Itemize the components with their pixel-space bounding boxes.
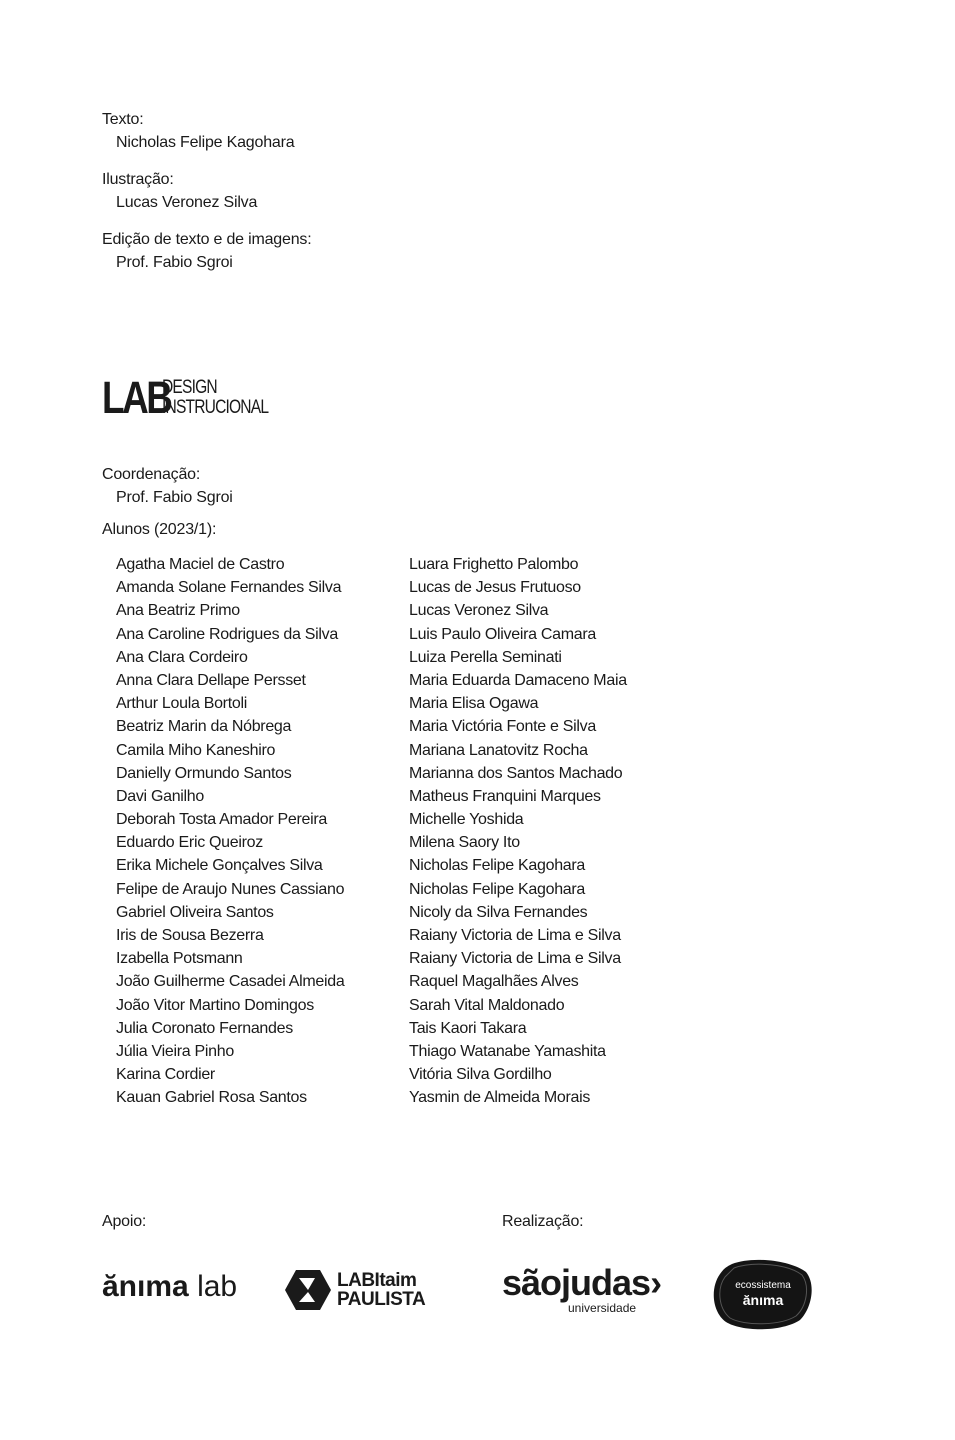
anima-lab-text: lab [197, 1270, 238, 1303]
student-name: Felipe de Araujo Nunes Cassiano [116, 880, 345, 898]
alunos-label: Alunos (2023/1): [102, 521, 217, 538]
student-name: Amanda Solane Fernandes Silva [116, 579, 342, 597]
student-name: Lucas Veronez Silva [409, 602, 549, 620]
student-name: Lucas de Jesus Frutuoso [409, 579, 581, 597]
student-name: Karina Cordier [116, 1066, 215, 1084]
texto-label: Texto: [102, 111, 144, 128]
student-name: Nicoly da Silva Fernandes [409, 903, 588, 921]
lab-logo-line2: INSTRUCIONAL [162, 397, 269, 418]
student-name: Luis Paulo Oliveira Camara [409, 625, 596, 643]
student-name: Júlia Vieira Pinho [116, 1042, 234, 1060]
edicao-value: Prof. Fabio Sgroi [116, 254, 233, 271]
student-name: Ana Clara Cordeiro [116, 648, 248, 666]
student-name: Julia Coronato Fernandes [116, 1019, 293, 1037]
student-name: Gabriel Oliveira Santos [116, 903, 274, 921]
eco-line2: ănıma [742, 1292, 784, 1308]
saojudas-logo [502, 1262, 662, 1315]
student-name: Nicholas Felipe Kagohara [409, 880, 586, 898]
student-name: Anna Clara Dellape Persset [116, 671, 306, 689]
coordenacao-value: Prof. Fabio Sgroi [116, 489, 233, 506]
student-name: Ana Caroline Rodrigues da Silva [116, 625, 338, 643]
student-name: Maria Eduarda Damaceno Maia [409, 671, 627, 689]
student-name: Arthur Loula Bortoli [116, 695, 247, 713]
labitaim-line2: PAULISTA [337, 1289, 426, 1310]
edicao-label: Edição de texto e de imagens: [102, 231, 312, 248]
labitaim-text [337, 1271, 425, 1309]
student-name: Raiany Victoria de Lima e Silva [409, 927, 621, 944]
student-name: Ana Beatriz Primo [116, 602, 240, 620]
student-name: Maria Victória Fonte e Silva [409, 718, 596, 736]
student-name: Raiany Victoria de Lima e Silva [409, 950, 621, 968]
student-name: Nicholas Felipe Kagohara [409, 857, 586, 875]
saojudas-subtitle: universidade [568, 1301, 637, 1315]
student-name: Marianna dos Santos Machado [409, 764, 623, 782]
lab-design-instrucional-logo [102, 372, 291, 423]
student-name: João Vitor Martino Domingos [116, 996, 314, 1014]
saojudas-wordmark: sãojudas [502, 1262, 651, 1303]
credits-block [102, 110, 311, 273]
anima-logo-text: ănıma [102, 1270, 189, 1303]
student-name: Eduardo Eric Queiroz [116, 834, 263, 852]
student-name: Davi Ganilho [116, 787, 205, 805]
student-name: Camila Miho Kaneshiro [116, 741, 276, 759]
student-name: Yasmin de Almeida Morais [409, 1089, 591, 1107]
student-name: Milena Saory Ito [409, 834, 520, 852]
student-name: Erika Michele Gonçalves Silva [116, 857, 323, 875]
student-name: Deborah Tosta Amador Pereira [116, 811, 327, 829]
student-name: Danielly Ormundo Santos [116, 764, 292, 782]
student-name: Agatha Maciel de Castro [116, 556, 285, 573]
labitaim-hexagon-icon [285, 1270, 331, 1310]
students-column-2 [409, 553, 627, 1110]
saojudas-text [502, 1262, 662, 1303]
student-name: Mariana Lanatovitz Rocha [409, 741, 588, 759]
student-name: Luiza Perella Seminati [409, 648, 562, 666]
coordenacao-block [102, 465, 233, 540]
student-name: Sarah Vital Maldonado [409, 996, 565, 1014]
lab-logo-mark: LAB [102, 372, 171, 423]
student-name: Vitória Silva Gordilho [409, 1066, 552, 1084]
student-name: João Guilherme Casadei Almeida [116, 973, 345, 991]
student-name: Raquel Magalhães Alves [409, 973, 579, 991]
realizacao-label: Realização: [502, 1213, 584, 1230]
ilustracao-label: Ilustração: [102, 171, 174, 188]
student-name: Matheus Franquini Marques [409, 787, 601, 805]
apoio-label: Apoio: [102, 1213, 147, 1230]
student-name: Izabella Potsmann [116, 950, 243, 968]
student-name: Iris de Sousa Bezerra [116, 927, 264, 944]
lab-logo-line1: DESIGN [162, 377, 217, 398]
student-name: Kauan Gabriel Rosa Santos [116, 1089, 307, 1107]
student-name: Luara Frighetto Palombo [409, 556, 579, 573]
student-name: Thiago Watanabe Yamashita [409, 1042, 606, 1060]
labitaim-line1: LABItaim [337, 1270, 417, 1291]
texto-value: Nicholas Felipe Kagohara [116, 134, 295, 151]
students-column-1 [116, 553, 344, 1110]
saojudas-chevron-icon: › [650, 1262, 662, 1303]
lab-logo-caption [162, 378, 268, 418]
labitaim-paulista-logo [285, 1270, 425, 1310]
student-name: Michelle Yoshida [409, 811, 524, 829]
student-name: Tais Kaori Takara [409, 1019, 527, 1037]
student-name: Maria Elisa Ogawa [409, 695, 539, 713]
ecossistema-anima-logo [712, 1258, 814, 1330]
student-name: Beatriz Marin da Nóbrega [116, 718, 292, 736]
ilustracao-value: Lucas Veronez Silva [116, 194, 258, 211]
eco-line1: ecossistema [735, 1280, 791, 1291]
coordenacao-label: Coordenação: [102, 466, 201, 483]
anima-lab-logo [102, 1270, 237, 1304]
